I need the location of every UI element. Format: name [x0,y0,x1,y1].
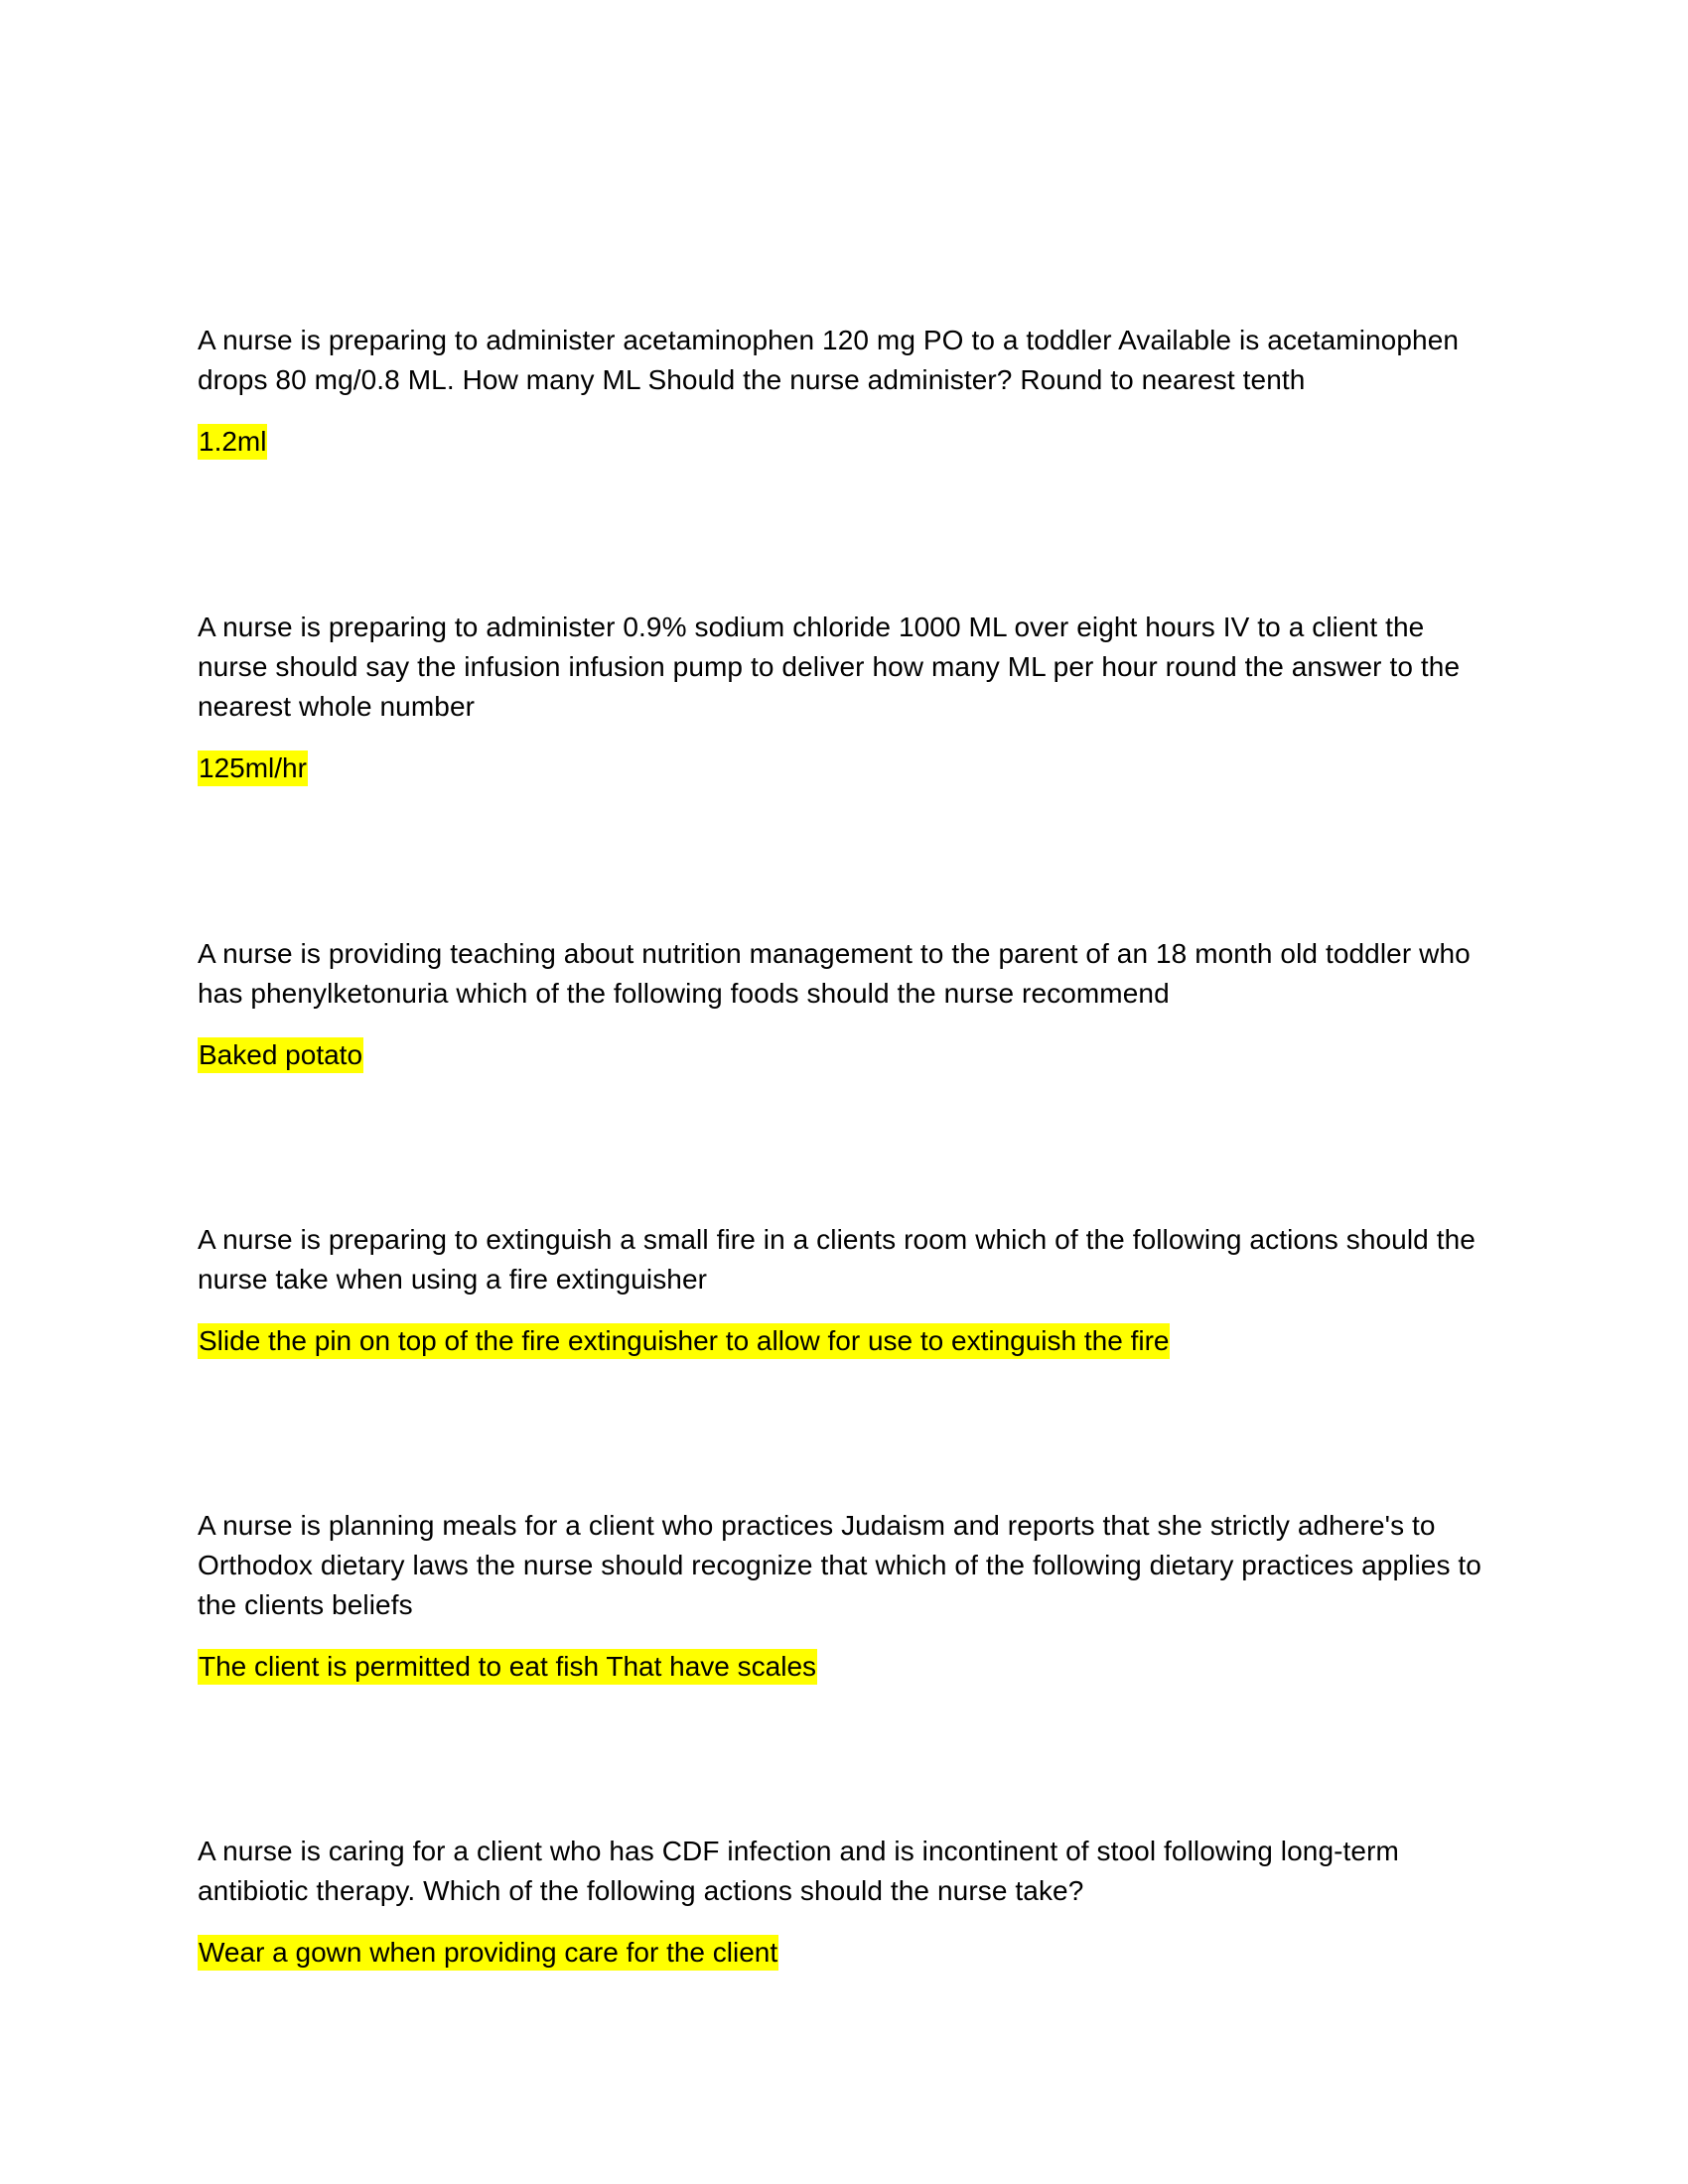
answer-text: The client is permitted to eat fish That have scales [198,1649,817,1685]
question-text: A nurse is caring for a client who has CDF infection and is incontinent of stool following long-term antibiotic therapy. Which of the following actions should the nurse take? [198,1836,1399,1906]
qa-block-6 [198,1832,1488,1973]
answer-text: Slide the pin on top of the fire extinguisher to allow for use to extinguish the fire [198,1323,1170,1359]
qa-block-5 [198,1506,1488,1687]
answer-highlight [198,422,1488,462]
qa-block-2 [198,608,1488,788]
answer-highlight [198,1647,1488,1687]
question-text: A nurse is planning meals for a client who practices Judaism and reports that she strictly adhere's to Orthodox dietary laws the nurse should recognize that which of the following dietary practices applies to the clients beliefs [198,1510,1481,1620]
answer-text: Baked potato [198,1037,363,1073]
question-text: A nurse is preparing to extinguish a small fire in a clients room which of the following actions should the nurse take when using a fire extinguisher [198,1224,1476,1295]
answer-text: Wear a gown when providing care for the client [198,1935,778,1971]
qa-block-1 [198,321,1488,462]
answer-highlight [198,749,1488,788]
answer-highlight [198,1321,1488,1361]
answer-highlight [198,1035,1488,1075]
question-text: A nurse is preparing to administer 0.9% sodium chloride 1000 ML over eight hours IV to a client the nurse should say the infusion infusion pump to deliver how many ML per hour round the answer to the nearest whole number [198,612,1461,722]
answer-highlight [198,1933,1488,1973]
qa-block-4 [198,1220,1488,1361]
answer-text: 125ml/hr [198,751,308,786]
qa-block-3 [198,934,1488,1075]
question-text: A nurse is preparing to administer acetaminophen 120 mg PO to a toddler Available is acetaminophen drops 80 mg/0.8 ML. How many ML Should the nurse administer? Round to nearest tenth [198,325,1460,395]
answer-text: 1.2ml [198,424,267,460]
question-text: A nurse is providing teaching about nutrition management to the parent of an 18 month old toddler who has phenylketonuria which of the following foods should the nurse recommend [198,938,1471,1009]
